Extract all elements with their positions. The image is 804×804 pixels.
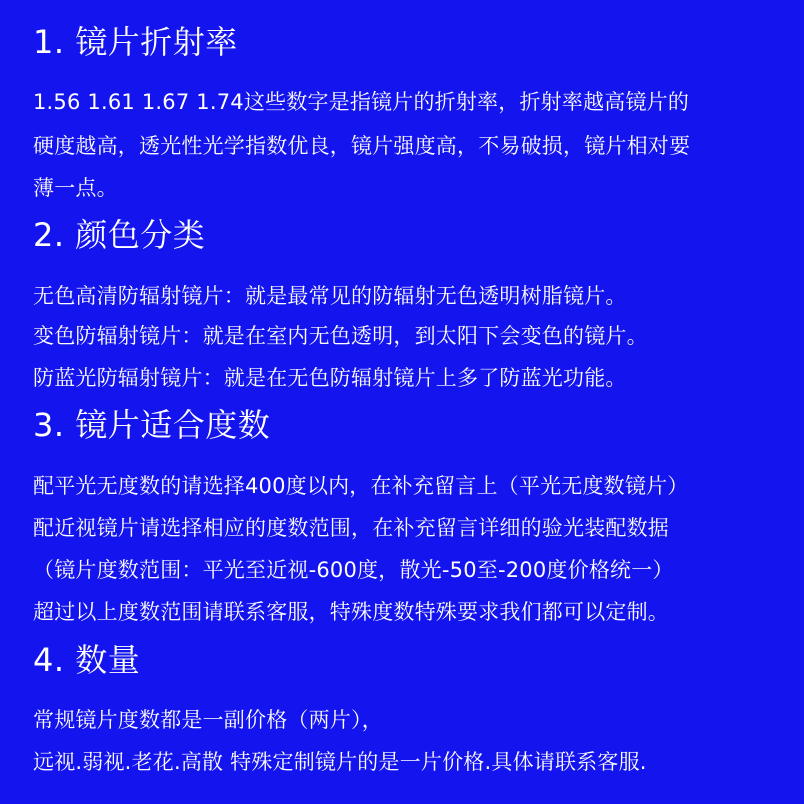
refractive-index-text-line: 硬度越高，透光性光学指数优良，镜片强度高，不易破损，镜片相对要 xyxy=(33,134,691,158)
section-heading-color-types: 2. 颜色分类 xyxy=(33,216,206,254)
suitable-power-text-line: 配近视镜片请选择相应的度数范围，在补充留言详细的验光装配数据 xyxy=(33,516,669,540)
quantity-text-line: 远视.弱视.老花.高散 特殊定制镜片的是一片价格.具体请联系客服. xyxy=(33,750,647,774)
refractive-index-text-line: 薄一点。 xyxy=(33,176,118,200)
suitable-power-text-line: （镜片度数范围：平光至近视-600度，散光-50至-200度价格统一） xyxy=(33,558,674,582)
color-types-text-line: 防蓝光防辐射镜片：就是在无色防辐射镜片上多了防蓝光功能。 xyxy=(33,366,627,390)
suitable-power-text-line: 超过以上度数范围请联系客服，特殊度数特殊要求我们都可以定制。 xyxy=(33,600,669,624)
color-types-text-line: 无色高清防辐射镜片：就是最常见的防辐射无色透明树脂镜片。 xyxy=(33,284,627,308)
section-heading-quantity: 4. 数量 xyxy=(33,641,141,679)
refractive-index-text-line: 1.56 1.61 1.67 1.74这些数字是指镜片的折射率，折射率越高镜片的 xyxy=(33,90,690,114)
suitable-power-text-line: 配平光无度数的请选择400度以内，在补充留言上（平光无度数镜片） xyxy=(33,474,689,498)
quantity-text-line: 常规镜片度数都是一副价格（两片）， xyxy=(33,708,383,732)
section-heading-suitable-power: 3. 镜片适合度数 xyxy=(33,406,271,444)
section-heading-refractive-index: 1. 镜片折射率 xyxy=(33,23,238,61)
color-types-text-line: 变色防辐射镜片：就是在室内无色透明，到太阳下会变色的镜片。 xyxy=(33,324,648,348)
